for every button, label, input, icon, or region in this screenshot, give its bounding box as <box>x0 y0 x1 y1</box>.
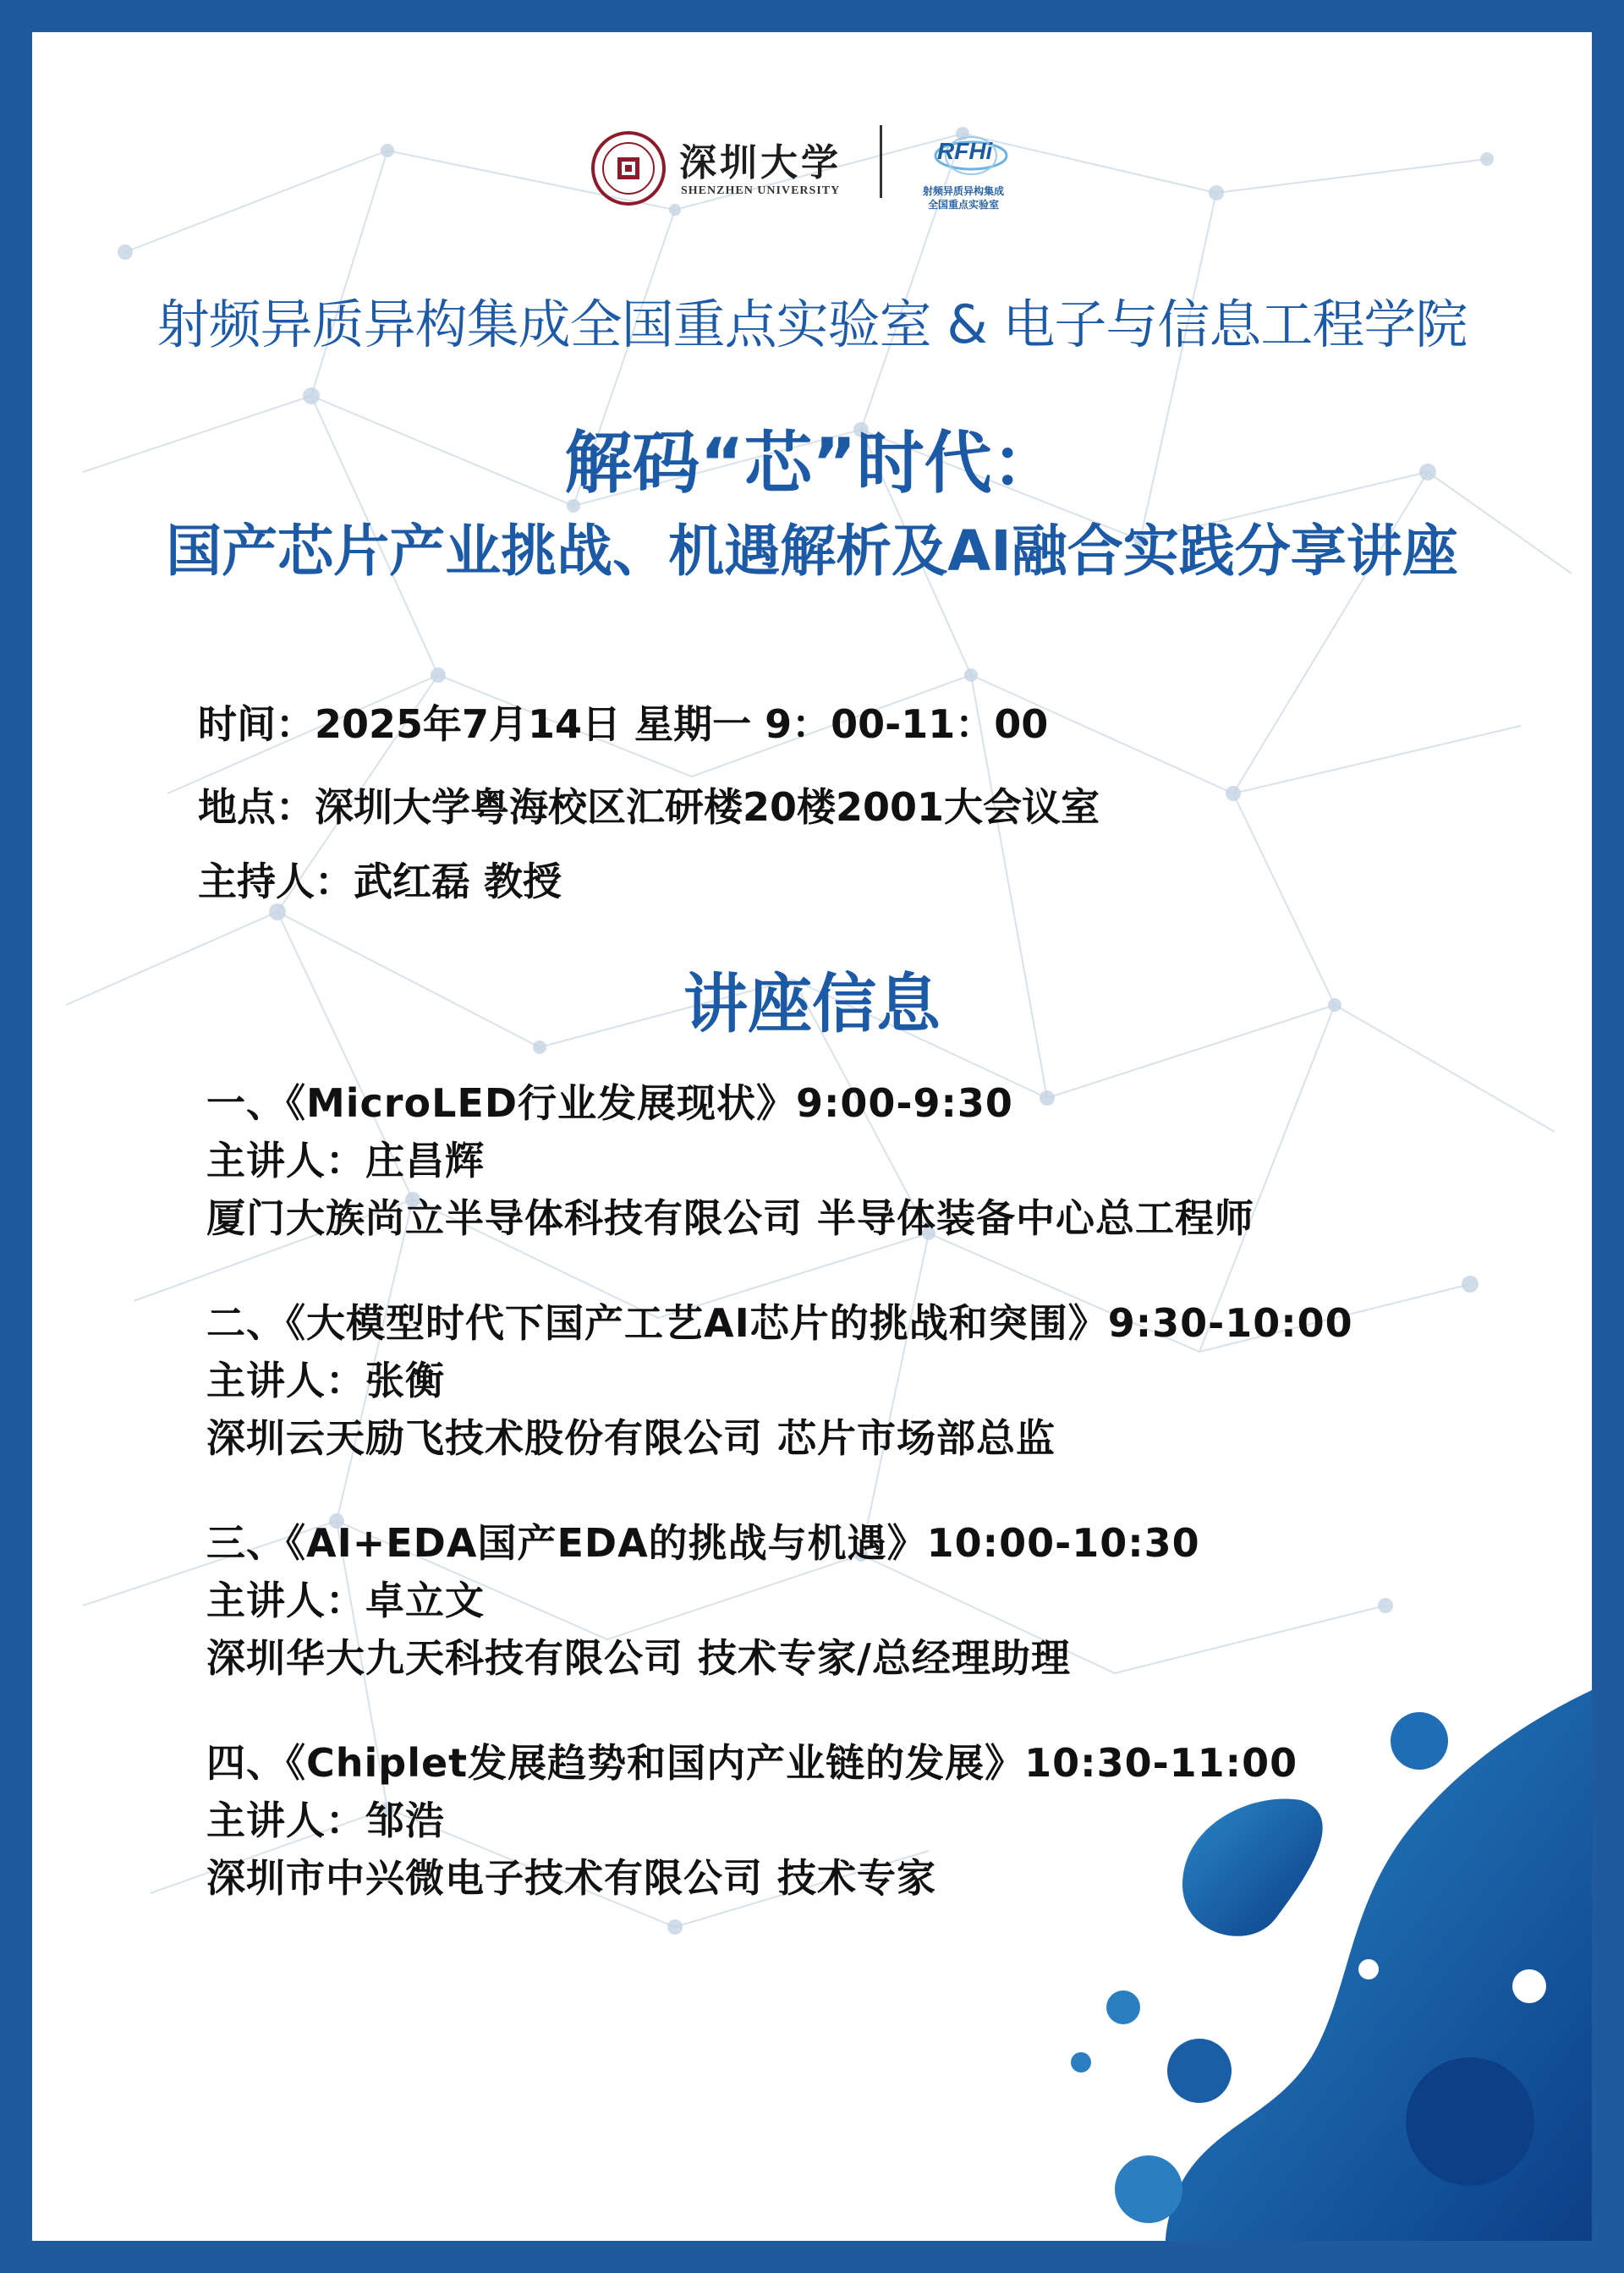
talk-item <box>206 1514 1560 1687</box>
event-host: 主持人：武红磊 教授 <box>198 859 562 904</box>
poster <box>32 32 1592 2241</box>
talk-speaker: 主讲人：张衡 <box>206 1358 445 1403</box>
talk-speaker: 主讲人：卓立文 <box>206 1578 485 1623</box>
rfhi-logo: RFHi <box>937 138 993 164</box>
event-place: 地点：深圳大学粤海校区汇研楼20楼2001大会议室 <box>198 784 1100 830</box>
talk-item <box>206 1294 1560 1467</box>
section-title: 讲座信息 <box>683 966 941 1041</box>
university-name: 深圳大学 <box>679 141 842 184</box>
university-name-en: SHENZHEN UNIVERSITY <box>681 184 841 197</box>
rfhi-logo-subtitle: 射频异质异构集成 全国重点实验室 <box>922 185 1004 211</box>
talk-item <box>206 1074 1560 1247</box>
talk-affiliation: 深圳市中兴微电子技术有限公司 技术专家 <box>206 1855 937 1901</box>
page-title-line-2: 国产芯片产业挑战、机遇解析及AI融合实践分享讲座 <box>166 519 1458 584</box>
talk-title: 一、《MicroLED行业发展现状》9:00-9:30 <box>206 1080 1013 1126</box>
talk-speaker: 主讲人：庄昌辉 <box>206 1138 485 1183</box>
talk-title: 四、《Chiplet发展趋势和国内产业链的发展》10:30-11:00 <box>206 1740 1298 1786</box>
szu-seal-icon <box>590 130 667 206</box>
logo-row <box>32 100 1592 227</box>
organizers: 射频异质异构集成全国重点实验室 & 电子与信息工程学院 <box>156 294 1468 355</box>
talk-affiliation: 厦门大族尚立半导体科技有限公司 半导体装备中心总工程师 <box>206 1195 1255 1241</box>
talk-speaker: 主讲人：邹浩 <box>206 1798 445 1843</box>
logo-divider <box>880 125 882 198</box>
talk-title: 三、《AI+EDA国产EDA的挑战与机遇》10:00-10:30 <box>206 1520 1200 1566</box>
event-time: 时间：2025年7月14日 星期一 9：00-11：00 <box>198 701 1049 747</box>
talk-title: 二、《大模型时代下国产工艺AI芯片的挑战和突围》9:30-10:00 <box>206 1300 1353 1346</box>
talk-affiliation: 深圳华大九天科技有限公司 技术专家/总经理助理 <box>206 1635 1071 1681</box>
page-title-line-1: 解码“芯”时代： <box>564 424 1060 502</box>
talk-item <box>206 1734 1560 1907</box>
talk-affiliation: 深圳云天励飞技术股份有限公司 芯片市场部总监 <box>206 1415 1056 1461</box>
